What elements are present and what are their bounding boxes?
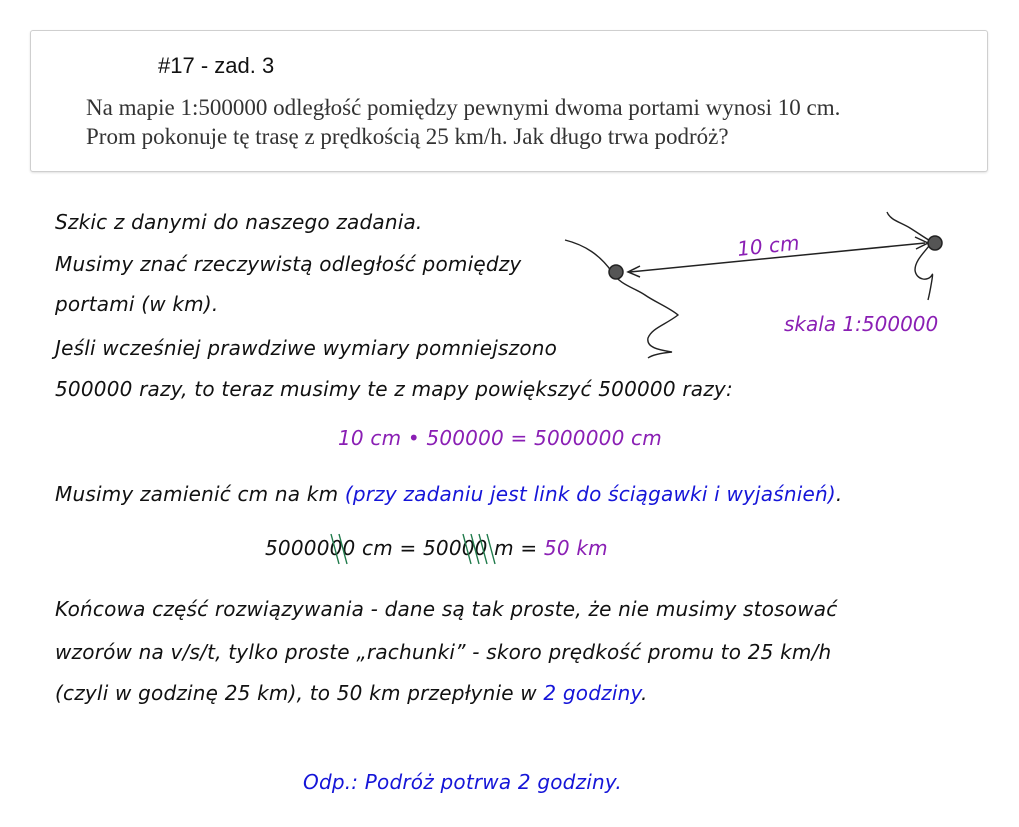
intro-line-5: 500000 razy, to teraz musimy te z mapy powiększyć 500000 razy:: [55, 377, 733, 401]
convert-note: (przy zadaniu jest link do ściągawki i wyjaśnień): [344, 482, 836, 506]
answer: Odp.: Podróż potrwa 2 godziny.: [303, 770, 622, 794]
convert-sentence: [55, 482, 842, 506]
convert-text: Musimy zamienić cm na km: [55, 482, 345, 506]
intro-line-2: Musimy znać rzeczywistą odległość pomiędzy: [55, 252, 522, 276]
final-line-2: wzorów na v/s/t, tylko proste „rachunki” - skoro prędkość promu to 25 km/h: [55, 640, 832, 664]
strike-mark: [479, 534, 487, 564]
right-coastline: [887, 212, 933, 300]
final-highlight: 2 godziny: [543, 681, 641, 705]
right-port-marker: [928, 236, 942, 250]
intro-line-1: Szkic z danymi do naszego zadania.: [55, 210, 423, 234]
left-port-marker: [609, 265, 623, 279]
strike-mark: [487, 534, 495, 564]
task-text: [86, 93, 840, 151]
final-line-1: Końcowa część rozwiązywania - dane są tak proste, że nie musimy stosować: [55, 597, 838, 621]
scale-label: skala 1:500000: [784, 312, 939, 336]
task-box: [30, 30, 988, 172]
strike-mark: [339, 534, 347, 564]
final-line-3: [55, 681, 648, 705]
strike-mark: [331, 534, 339, 564]
final-line-3-text: (czyli w godzinę 25 km), to 50 km przepłynie w: [55, 681, 544, 705]
task-line-1: Na mapie 1:500000 odległość pomiędzy pewnymi dwoma portami wynosi 10 cm.: [86, 95, 841, 120]
task-line-2: Prom pokonuje tę trasę z prędkością 25 km/h. Jak długo trwa podróż?: [86, 124, 729, 149]
convert-end: .: [835, 482, 843, 506]
zero-strike-marks: [325, 530, 525, 570]
left-coastline: [565, 240, 678, 358]
calc-2-main: 5000000 cm = 50000 m =: [265, 536, 544, 560]
port-sketch: [560, 200, 960, 370]
strike-mark: [463, 534, 471, 564]
intro-line-4: Jeśli wcześniej prawdziwe wymiary pomniejszono: [55, 336, 558, 360]
calc-1: 10 cm • 500000 = 5000000 cm: [338, 426, 662, 450]
task-title: #17 - zad. 3: [158, 53, 275, 78]
strike-mark: [471, 534, 479, 564]
distance-label: 10 cm: [736, 230, 801, 261]
calc-2-result: 50 km: [543, 536, 608, 560]
final-end: .: [640, 681, 648, 705]
intro-line-3: portami (w km).: [55, 292, 219, 316]
